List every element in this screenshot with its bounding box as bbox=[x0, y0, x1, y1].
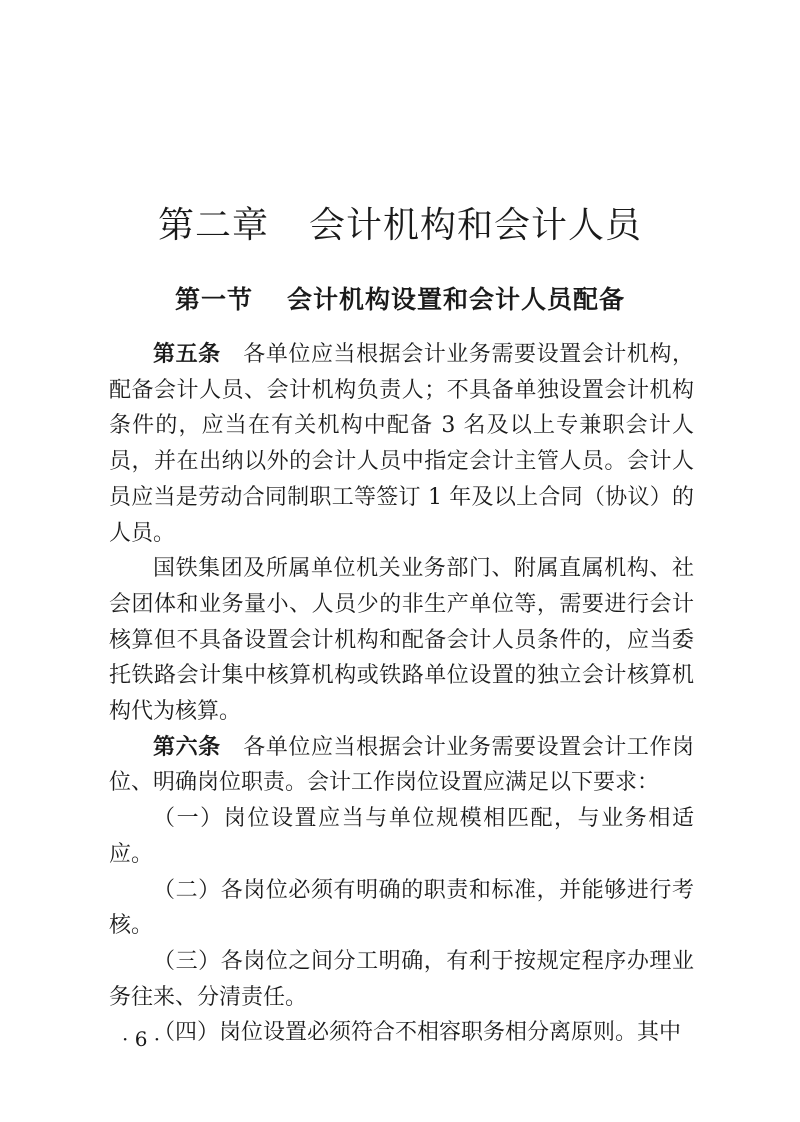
list-item: （三）各岗位之间分工明确，有利于按规定程序办理业务往来、分清责任。 bbox=[109, 948, 694, 1010]
article-6-text: 各单位应当根据会计业务需要设置会计工作岗位、明确岗位职责。会计工作岗位设置应满足以下要求： bbox=[109, 734, 694, 796]
section-number: 第一节 bbox=[174, 285, 253, 314]
list-item: （一）岗位设置应当与单位规模相匹配，与业务相适应。 bbox=[109, 806, 694, 867]
list-item: （二）各岗位必须有明确的职责和标准，并能够进行考核。 bbox=[109, 877, 694, 939]
body-text bbox=[109, 337, 694, 1051]
article-5-text: 各单位应当根据会计业务需要设置会计机构，配备会计人员、会计机构负责人；不具备单独设置会计机构条件的，应当在有关机构中配备 3 名及以上专兼职会计人员，并在出纳以外的会计人员中指定会计主管人员。会计人员应当是劳动合同制职工等签订 1 年及以上合同（协议）的人员。 bbox=[109, 342, 694, 546]
chapter-number: 第二章 bbox=[157, 205, 269, 246]
page-number: · 6 · bbox=[122, 1027, 161, 1051]
article-6-paragraph bbox=[109, 730, 694, 801]
article-5-label: 第五条 bbox=[153, 342, 221, 367]
section-title: 会计机构设置和会计人员配备 bbox=[287, 285, 626, 314]
article-6-label: 第六条 bbox=[153, 734, 221, 760]
article-5-paragraph-1 bbox=[109, 337, 694, 551]
list-item: （四）岗位设置必须符合不相容职务相分离原则。其中 bbox=[153, 1020, 682, 1046]
section-heading bbox=[0, 280, 800, 320]
chapter-heading bbox=[0, 200, 800, 252]
article-5-paragraph-2: 国铁集团及所属单位机关业务部门、附属直属机构、社会团体和业务量小、人员少的非生产单位等，需要进行会计核算但不具备设置会计机构和配备会计人员条件的，应当委托铁路会计集中核算机构或铁路单位设置的独立会计核算机构代为核算。 bbox=[109, 556, 694, 725]
chapter-title: 会计机构和会计人员 bbox=[309, 205, 643, 246]
